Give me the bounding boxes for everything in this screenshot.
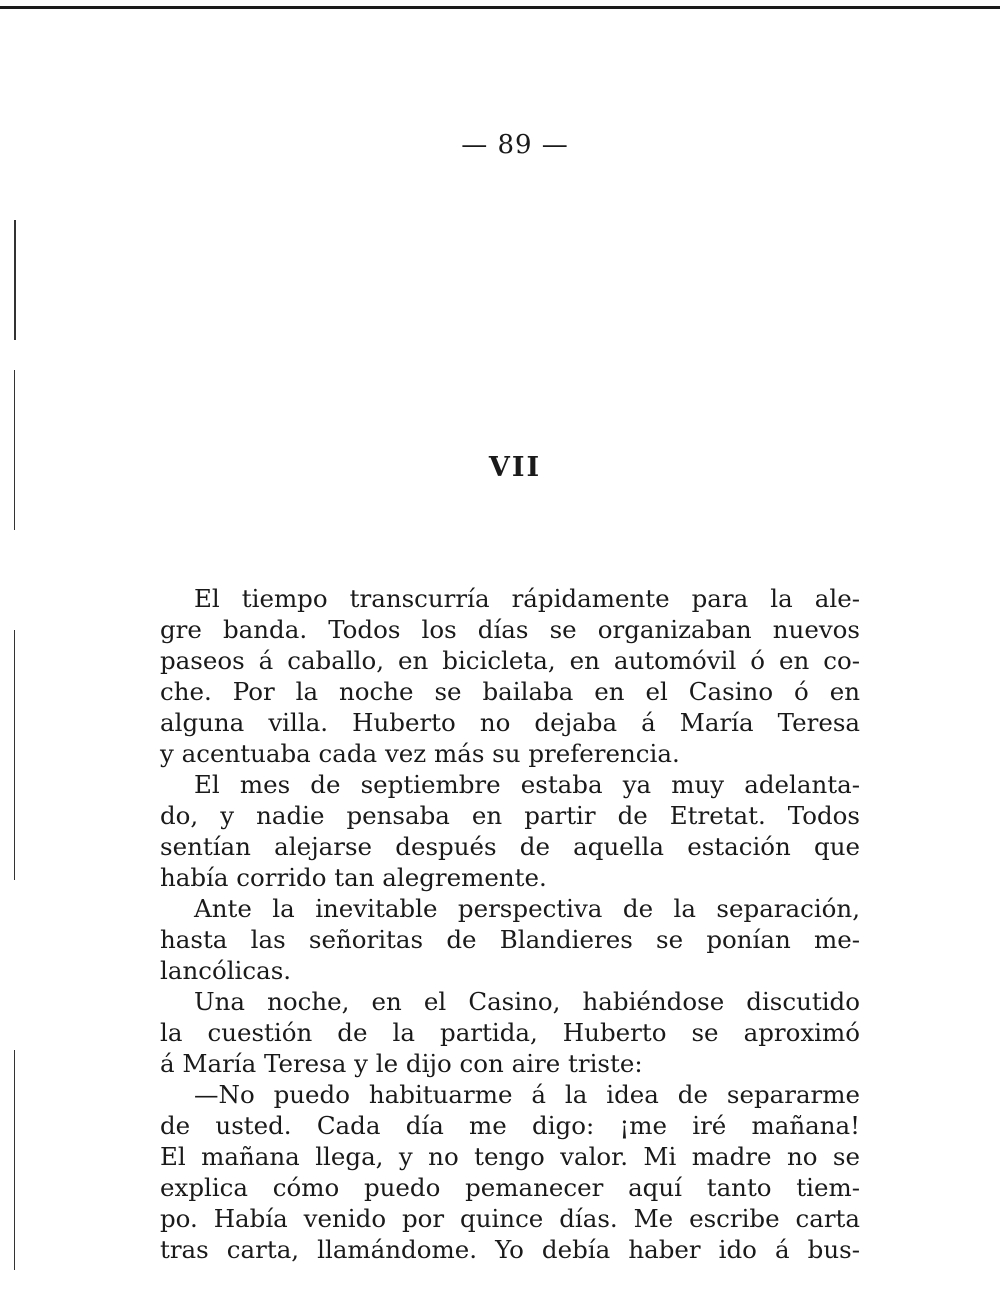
text-line: á María Teresa y le dijo con aire triste: [160,1049,643,1078]
text-line: gre banda. Todos los días se organizaban nuevos [160,615,860,644]
paragraph [160,1079,860,1265]
text-line: po. Había venido por quince días. Me escribe carta [160,1204,860,1233]
text-line: Una noche, en el Casino, habiéndose discutido [194,987,860,1016]
text-line: paseos á caballo, en bicicleta, en automóvil ó en co- [160,646,860,675]
text-line: alguna villa. Huberto no dejaba á María Teresa [160,708,860,737]
binding-mark [14,220,16,340]
top-edge-rule [0,6,1000,9]
scan-binding-edge [14,220,17,1280]
text-line: explica cómo puedo pemanecer aquí tanto tiem- [160,1173,860,1202]
text-line: tras carta, llamándome. Yo debía haber ido á bus- [160,1235,860,1264]
binding-mark [14,630,15,880]
text-line: Ante la inevitable perspectiva de la separación, [194,894,860,923]
text-line: El mañana llega, y no tengo valor. Mi madre no se [160,1142,860,1171]
text-line: la cuestión de la partida, Huberto se aproximó [160,1018,860,1047]
text-line: che. Por la noche se bailaba en el Casino ó en [160,677,860,706]
paragraph [160,986,860,1079]
text-line: había corrido tan alegremente. [160,863,547,892]
paragraph [160,893,860,986]
binding-mark [14,1050,15,1270]
chapter-heading: VII [488,452,542,483]
text-line: do, y nadie pensaba en partir de Etretat. Todos [160,801,860,830]
text-line: sentían alejarse después de aquella estación que [160,832,860,861]
text-line: El tiempo transcurría rápidamente para la ale- [194,584,860,613]
text-line: —No puedo habituarme á la idea de separarme [194,1080,860,1109]
body-text [160,583,860,1265]
text-line: lancólicas. [160,956,292,985]
page-number: — 89 — [461,130,569,160]
text-line: de usted. Cada día me digo: ¡me iré mañana! [160,1111,860,1140]
text-line: El mes de septiembre estaba ya muy adelanta- [194,770,860,799]
paragraph [160,769,860,893]
paragraph [160,583,860,769]
text-line: y acentuaba cada vez más su preferencia. [160,739,680,768]
text-line: hasta las señoritas de Blandieres se ponían me- [160,925,860,954]
binding-mark [14,370,15,530]
